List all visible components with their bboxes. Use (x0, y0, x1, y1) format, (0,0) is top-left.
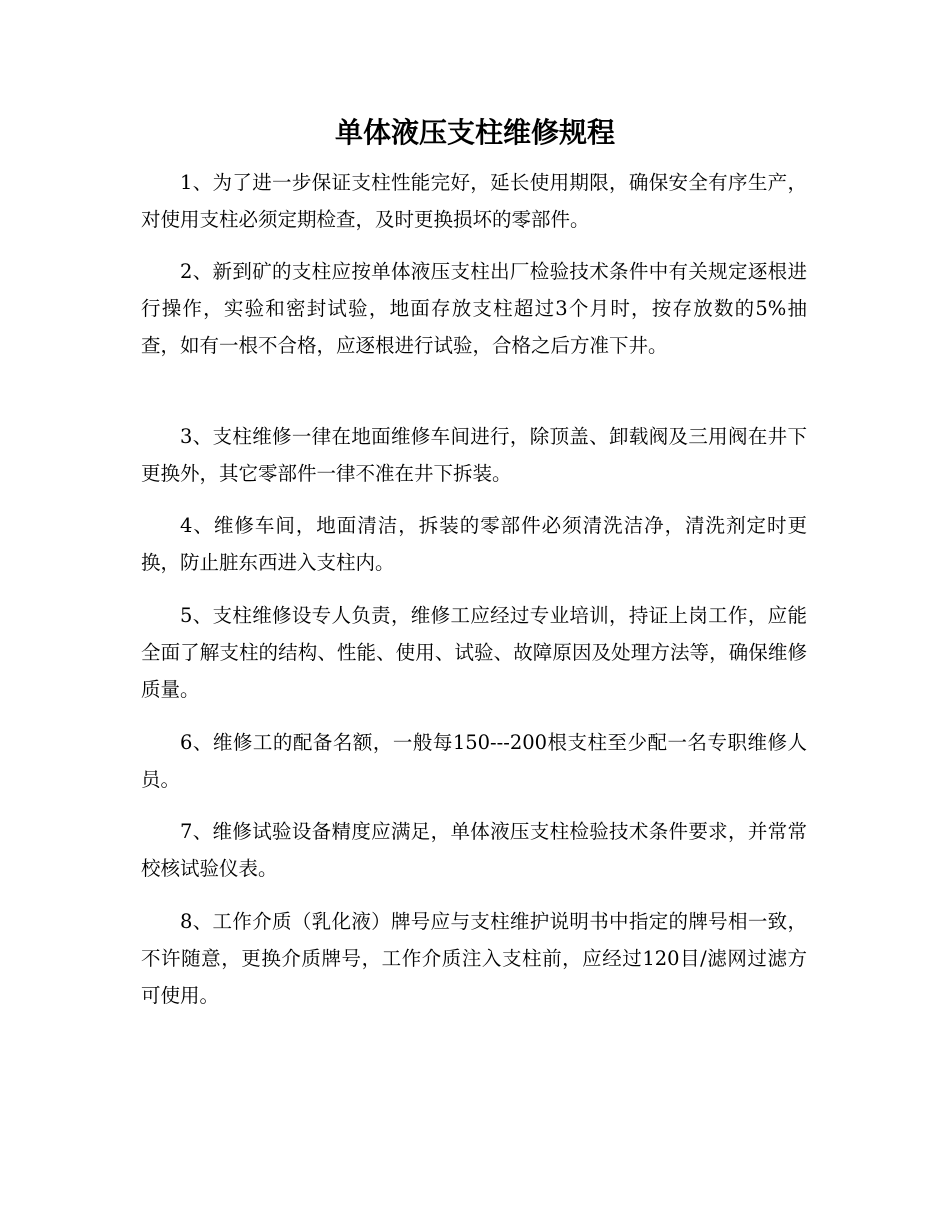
paragraph-4: 4、维修车间，地面清洁，拆装的零部件必须清洗洁净，清洗剂定时更换，防止脏东西进入支柱内。 (141, 514, 807, 574)
paragraph-8: 8、工作介质（乳化液）牌号应与支柱维护说明书中指定的牌号相一致，不许随意，更换介质牌号，工作介质注入支柱前，应经过120目/滤网过滤方可使用。 (141, 910, 807, 1007)
paragraph-3: 3、支柱维修一律在地面维修车间进行，除顶盖、卸载阀及三用阀在井下更换外，其它零部件一律不准在井下拆装。 (141, 425, 807, 485)
document-title: 单体液压支柱维修规程 (334, 116, 615, 149)
paragraph-7: 7、维修试验设备精度应满足，单体液压支柱检验技术条件要求，并常常校核试验仪表。 (141, 820, 807, 880)
paragraph-2: 2、新到矿的支柱应按单体液压支柱出厂检验技术条件中有关规定逐根进行操作，实验和密封试验，地面存放支柱超过3个月时，按存放数的5%抽查，如有一根不合格，应逐根进行试验，合格之后方准下井。 (141, 260, 807, 357)
paragraph-6: 6、维修工的配备名额，一般每150---200根支柱至少配一名专职维修人员。 (141, 731, 807, 791)
paragraph-1: 1、为了进一步保证支柱性能完好，延长使用期限，确保安全有序生产，对使用支柱必须定期检查，及时更换损坏的零部件。 (141, 171, 807, 231)
paragraph-5: 5、支柱维修设专人负责，维修工应经过专业培训，持证上岗工作，应能全面了解支柱的结构、性能、使用、试验、故障原因及处理方法等，确保维修质量。 (141, 604, 807, 701)
